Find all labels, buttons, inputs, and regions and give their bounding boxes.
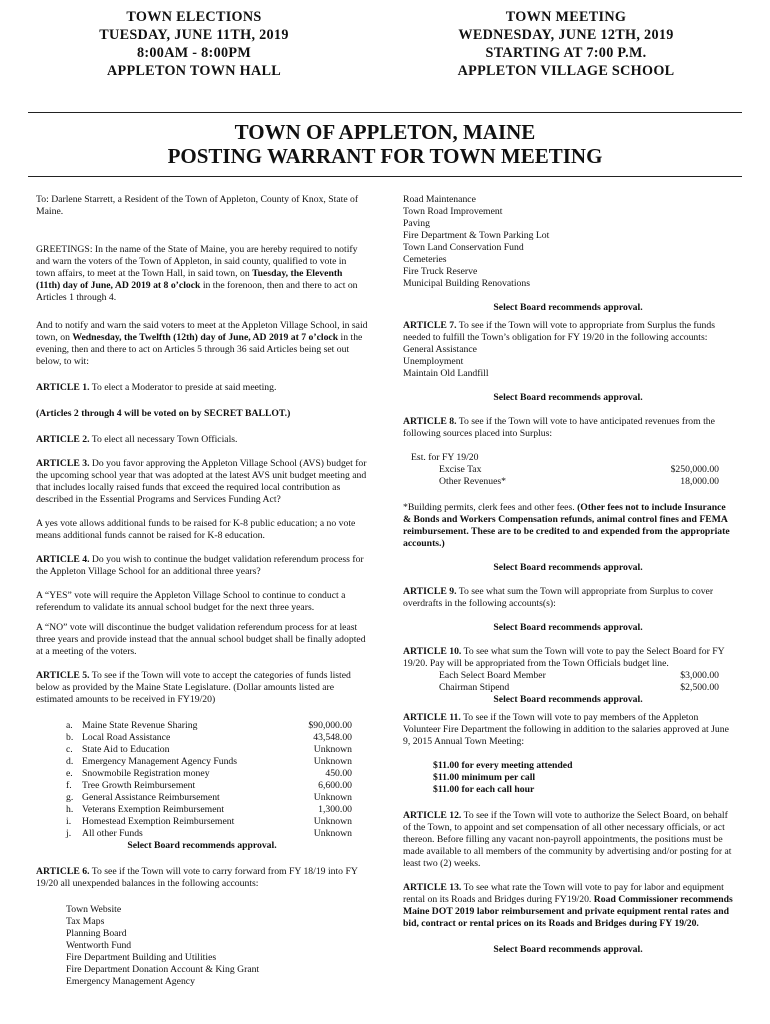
list-item: $11.00 for every meeting attended — [433, 760, 573, 771]
article-9-recommendation: Select Board recommends approval. — [493, 622, 643, 633]
article-7: ARTICLE 7. To see if the Town will vote to appropriate from Surplus the funds needed to fulfill the Town’s obligation for FY 19/20 in the following accounts: — [403, 320, 715, 343]
title-town: TOWN OF APPLETON, MAINE — [234, 120, 536, 144]
fund-row: j. All other Funds Unknown — [66, 828, 352, 839]
table-row: Each Select Board Member $3,000.00 — [439, 670, 719, 681]
list-item: Wentworth Fund — [66, 940, 132, 951]
elections-date: TUESDAY, JUNE 11TH, 2019 — [99, 27, 289, 43]
list-item: Fire Department Donation Account & King Grant — [66, 964, 260, 975]
title-warrant: POSTING WARRANT FOR TOWN MEETING — [167, 144, 603, 168]
elections-location: APPLETON TOWN HALL — [106, 63, 282, 79]
article-3-note: A yes vote allows additional funds to be raised for K-8 public education; a no vote means additional funds cannot be raised for K-8 education. — [36, 518, 356, 541]
fund-row: h. Veterans Exemption Reimbursement 1,300.00 — [66, 804, 352, 815]
list-item: Maintain Old Landfill — [403, 368, 489, 379]
article-6-accounts — [36, 904, 368, 988]
list-item: Paving — [403, 218, 430, 229]
list-item: Fire Department & Town Parking Lot — [403, 230, 550, 241]
left-column — [36, 194, 368, 988]
meeting-location: APPLETON VILLAGE SCHOOL — [457, 63, 675, 79]
fund-row: f. Tree Growth Reimbursement 6,600.00 — [66, 780, 352, 791]
meeting-title: TOWN MEETING — [505, 9, 627, 25]
list-item: $11.00 for each call hour — [433, 784, 535, 795]
article-8: ARTICLE 8. To see if the Town will vote to have anticipated revenues from the following sources placed into Surplus: — [403, 416, 715, 439]
article-6: ARTICLE 6. To see if the Town will vote to carry forward from FY 18/19 into FY 19/20 all unexpended balances in the following accounts: — [36, 866, 358, 889]
list-item: $11.00 minimum per call — [433, 772, 536, 783]
meeting-date-text: Wednesday, the Twelfth (12th) day of June, AD 2019 at 7 o’clock — [72, 332, 339, 343]
to-paragraph: To: Darlene Starrett, a Resident of the Town of Appleton, County of Knox, State of Maine. — [36, 194, 359, 217]
list-item: General Assistance — [403, 344, 477, 355]
article-8-recommendation: Select Board recommends approval. — [493, 562, 643, 573]
right-column — [403, 194, 733, 956]
secret-ballot-note: (Articles 2 through 4 will be voted on by SECRET BALLOT.) — [36, 408, 291, 419]
article-13-recommendation: Select Board recommends approval. — [493, 944, 643, 955]
article-7-accounts — [403, 344, 733, 380]
meeting-date: WEDNESDAY, JUNE 12TH, 2019 — [458, 27, 674, 43]
article-10-pay-table — [403, 670, 733, 694]
fund-row: c. State Aid to Education Unknown — [66, 744, 352, 755]
elections-title: TOWN ELECTIONS — [126, 9, 262, 25]
article-5-recommendation: Select Board recommends approval. — [127, 840, 277, 851]
fund-row: b. Local Road Assistance 43,548.00 — [66, 732, 352, 743]
article-11: ARTICLE 11. To see if the Town will vote to pay members of the Appleton Volunteer Fire Department the following in addition to the salaries approved at June 9, 2015 Annual Town Meeting: — [403, 712, 729, 747]
article-7-recommendation: Select Board recommends approval. — [493, 392, 643, 403]
town-elections-header — [64, 8, 324, 80]
article-4-yes-note: A “YES” vote will require the Appleton Village School to continue to conduct a referendum to validate its annual school budget for the next three years. — [36, 590, 346, 613]
election-date-text: Tuesday, the Eleventh (11th) day of June, AD 2019 at 8 o’clock — [36, 268, 343, 291]
article-5-funds-table — [36, 720, 368, 840]
list-item: Municipal Building Renovations — [403, 278, 531, 289]
list-item: Tax Maps — [66, 916, 105, 927]
list-item: Town Road Improvement — [403, 206, 503, 217]
article-11-rates — [403, 760, 733, 796]
article-4: ARTICLE 4. Do you wish to continue the budget validation referendum process for the Appleton Village School for an additional three years? — [36, 554, 364, 577]
article-4-no-note: A “NO” vote will discontinue the budget validation referendum process for at least three years and provide instead that the annual school budget shall be finally adopted at a meeting of the voters. — [36, 622, 366, 657]
title-divider — [28, 176, 742, 177]
greetings-paragraph: GREETINGS: In the name of the State of Maine, you are hereby required to notify and warn the voters of the Town of Appleton, in said county, qualified to vote in town affairs, to meet at the Town Hall, in said town, on Tuesday, the Eleventh (11th) day of June, AD 2019 at 8 o’clock in the forenoon, then and there to act on Articles 1 through 4. — [36, 244, 358, 303]
article-6-accounts-continued — [403, 194, 733, 290]
article-12: ARTICLE 12. To see if the Town will vote to authorize the Select Board, on behalf of the Town, to appoint and set compensation of all other necessary officials, or act thereon. Before filling any vacant non-payroll appointments, the positions must be made available to all members of the community by advertising and/or posting for at least two (2) weeks. — [403, 810, 732, 869]
fund-row: e. Snowmobile Registration money 450.00 — [66, 768, 352, 779]
list-item: Town Website — [66, 904, 122, 915]
table-row: Chairman Stipend $2,500.00 — [439, 682, 719, 693]
elections-hours: 8:00AM - 8:00PM — [136, 45, 252, 61]
article-8-estimate-heading: Est. for FY 19/20 — [411, 452, 479, 463]
list-item: Road Maintenance — [403, 194, 476, 205]
article-10: ARTICLE 10. To see what sum the Town will vote to pay the Select Board for FY 19/20. Pay will be appropriated from the Town Officials budget line. — [403, 646, 725, 669]
article-2: ARTICLE 2. To elect all necessary Town Officials. — [36, 434, 238, 445]
table-row: Other Revenues* 18,000.00 — [439, 476, 719, 487]
article-13: ARTICLE 13. To see what rate the Town will vote to pay for labor and equipment rental on its Roads and Bridges during FY19/20. Road Commissioner recommends Maine DOT 2019 labor reimbursement and private equipment rental rates and bid, contract or rental prices on its Roads and Bridges during FY 19/20. — [403, 882, 733, 929]
list-item: Emergency Management Agency — [66, 976, 195, 987]
list-item: Planning Board — [66, 928, 127, 939]
fund-row: i. Homestead Exemption Reimbursement Unknown — [66, 816, 352, 827]
list-item: Cemeteries — [403, 254, 447, 265]
article-8-footnote: *Building permits, clerk fees and other fees. (Other fees not to include Insurance & Bonds and Workers Compensation refunds, animal control fines and FEMA reimbursement. These are to be credited to and expended from the appropriate accounts.) — [403, 502, 730, 549]
table-row: Excise Tax $250,000.00 — [439, 464, 719, 475]
list-item: Town Land Conservation Fund — [403, 242, 524, 253]
top-divider — [28, 112, 742, 113]
document-title — [0, 120, 770, 168]
meeting-start-time: STARTING AT 7:00 P.M. — [485, 45, 647, 61]
article-8-revenue-table — [403, 464, 733, 488]
list-item: Unemployment — [403, 356, 464, 367]
list-item: Fire Truck Reserve — [403, 266, 478, 277]
article-1: ARTICLE 1. To elect a Moderator to preside at said meeting. — [36, 382, 277, 393]
fund-row: d. Emergency Management Agency Funds Unknown — [66, 756, 352, 767]
article-9: ARTICLE 9. To see what sum the Town will appropriate from Surplus to cover overdrafts in the following accounts(s): — [403, 586, 714, 609]
town-meeting-header — [420, 8, 712, 80]
article-6-recommendation: Select Board recommends approval. — [493, 302, 643, 313]
list-item: Fire Department Building and Utilities — [66, 952, 217, 963]
article-3: ARTICLE 3. Do you favor approving the Appleton Village School (AVS) budget for the upcoming school year that was adopted at the latest AVS unit budget meeting and that includes locally raised funds that exceed the required local contribution as described in the Essential Programs and Services Funding Act? — [36, 458, 367, 505]
article-5: ARTICLE 5. To see if the Town will vote to accept the categories of funds listed below as provided by the Maine State Legislature. (Dollar amounts listed are estimated amounts to be received in FY19/20) — [36, 670, 351, 705]
fund-row: g. General Assistance Reimbursement Unknown — [66, 792, 352, 803]
notify-paragraph: And to notify and warn the said voters to meet at the Appleton Village School, in said town, on Wednesday, the Twelfth (12th) day of June, AD 2019 at 7 o’clock in the evening, then and there to act on Articles 5 through 36 said Articles being set out below, to wit: — [36, 320, 368, 367]
fund-row: a. Maine State Revenue Sharing $90,000.00 — [66, 720, 352, 731]
article-13-road-commissioner-recommendation: Road Commissioner recommends Maine DOT 2019 labor reimbursement and private equipment rental rates and bid, contract or rental prices on its Roads and Bridges during FY 19/20. — [403, 894, 733, 929]
article-10-recommendation: Select Board recommends approval. — [493, 694, 643, 705]
